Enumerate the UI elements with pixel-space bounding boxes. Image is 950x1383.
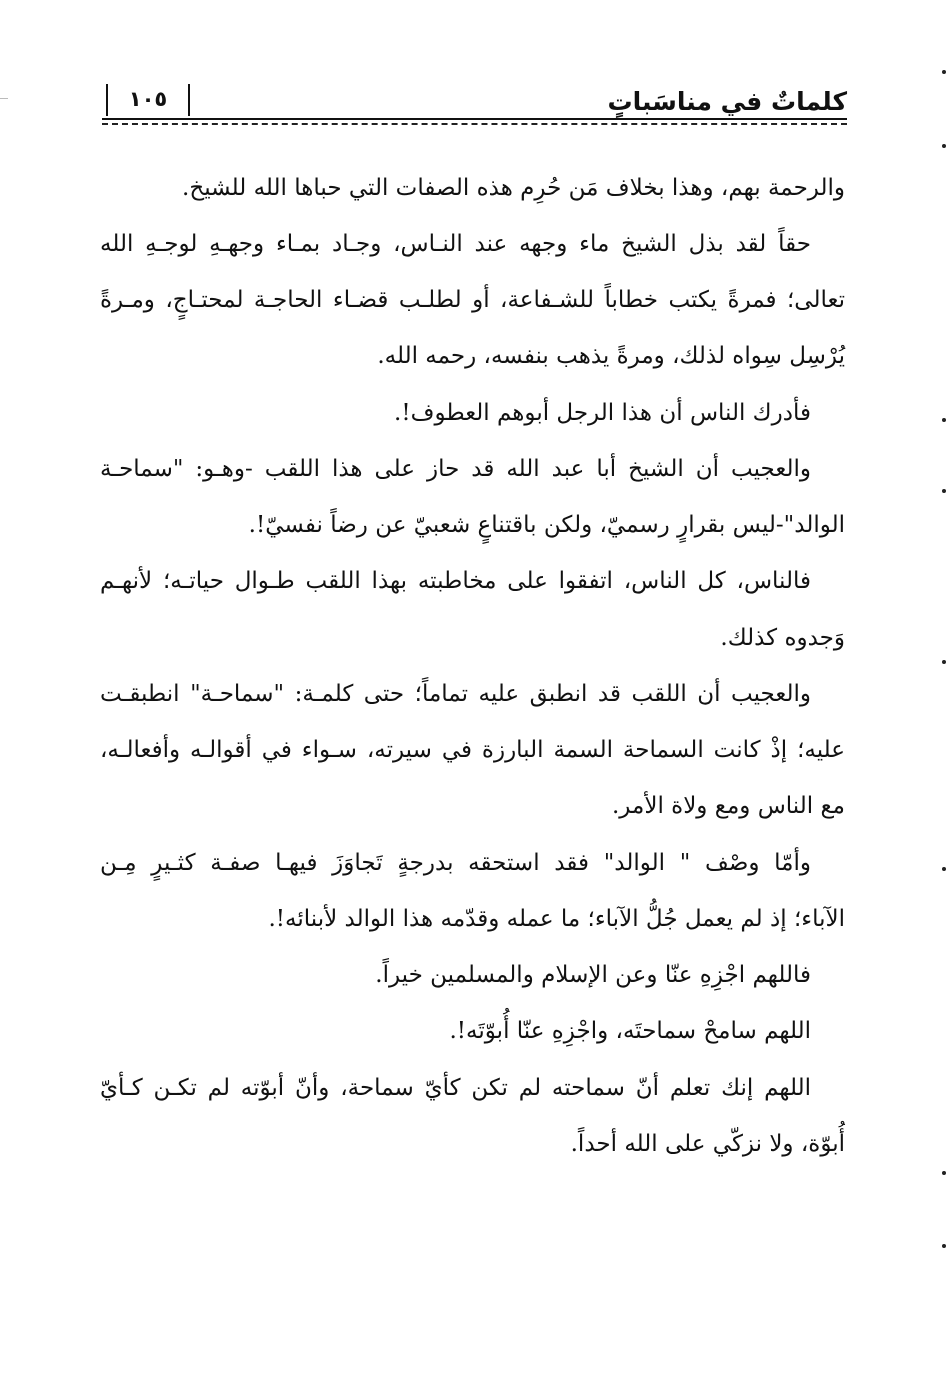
text-line: يُرْسِل سِواه لذلك، ومرةً يذهب بنفسه، رحمه الله.: [377, 343, 845, 369]
text-line: فأدرك الناس أن هذا الرجل أبوهم العطوف!.: [394, 400, 811, 426]
text-line: الآباء؛ إذ لم يعمل جُلُّ الآباء؛ ما عمله وقدّمه هذا الوالد لأبنائه!.: [268, 906, 845, 932]
header-rule-dashed: [102, 123, 847, 125]
text-line: مع الناس ومع ولاة الأمر.: [612, 793, 845, 819]
margin-speck: [942, 418, 946, 422]
margin-speck: [942, 144, 946, 148]
text-line: والرحمة بهم، وهذا بخلاف مَن حُرِم هذه الصفات التي حباها الله للشيخ.: [182, 175, 845, 201]
margin-speck: [942, 489, 946, 493]
text-line: فالناس، كل الناس، اتفقوا على مخاطبته بهذا اللقب طـوال حياتـه؛ لأنهـم: [100, 568, 811, 594]
text-line: وأمّا وصْف " الوالد" فقد استحقه بدرجةٍ تَجاوَزَ فيهـا صفـة كثـيرٍ مِـن: [100, 850, 811, 876]
page-number-box: [106, 84, 190, 116]
page-header: [102, 78, 847, 126]
text-line: عليه؛ إذْ كانت السماحة السمة البارزة في سيرته، سـواء في أقوالـه وأفعالـه،: [100, 737, 845, 763]
page-number: ١٠٥: [128, 87, 168, 111]
text-line: الوالد"-ليس بقرارٍ رسميّ، ولكن باقتناعٍ شعبيّ عن رضاً نفسيّ!.: [248, 512, 845, 538]
margin-speck: [942, 70, 946, 74]
margin-speck: [942, 660, 946, 664]
text-line: حقاً لقد بذل الشيخ ماء وجهه عند النـاس، وجـاد بمـاء وجهـهِ لوجـهِ الله: [100, 231, 811, 257]
running-title: كلماتٌ في مناسَباتٍ: [607, 87, 847, 116]
text-line: فاللهم اجْزِهِ عنّا وعن الإسلام والمسلمين خيراً.: [375, 962, 811, 988]
text-line: اللهم إنك تعلم أنّ سماحته لم تكن كأيّ سماحة، وأنّ أبوّته لم تكـن كـأيّ: [100, 1075, 811, 1101]
header-rule: [102, 118, 847, 120]
text-line: وَجدوه كذلك.: [720, 625, 845, 651]
margin-speck: [942, 1171, 946, 1175]
text-line: والعجيب أن الشيخ أبا عبد الله قد حاز على هذا اللقب -وهـو: "سماحـة: [100, 456, 811, 482]
margin-speck: [942, 867, 946, 871]
text-line: اللهم سامحْ سماحتَه، واجْزِهِ عنّا أُبوّتَه!.: [449, 1018, 811, 1044]
text-line: أُبوّة، ولا نزكّي على الله أحداً.: [570, 1131, 845, 1157]
text-line: والعجيب أن اللقب قد انطبق عليه تماماً؛ حتى كلمـة: "سماحـة" انطبقـت: [100, 681, 811, 707]
scan-edge-mark: [0, 98, 8, 99]
margin-speck: [942, 1244, 946, 1248]
text-line: تعالى؛ فمرةً يكتب خطاباً للشـفاعة، أو لطلـب قضـاء الحاجـة لمحتـاجٍ، ومـرةً: [100, 287, 845, 313]
